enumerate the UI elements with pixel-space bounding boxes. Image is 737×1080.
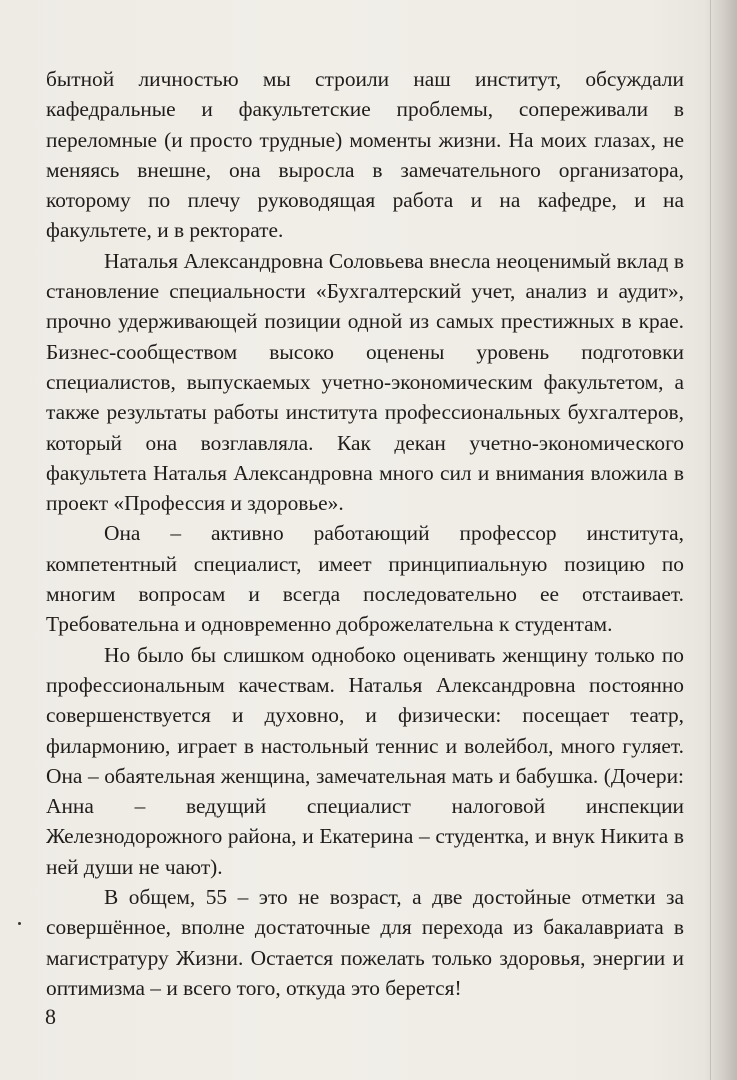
page-number: 8 [45, 1004, 56, 1029]
paragraph-5: В общем, 55 – это не возраст, а две достойные отметки за совершённое, вполне достаточные для перехода из бакалавриата в магистратуру Жизни. Остается пожелать только здоровья, энергии и оптимизма – и всего того, откуда это берется! [46, 885, 684, 1000]
page-edge-shadow [705, 0, 737, 1080]
paragraph-1: бытной личностью мы строили наш институт, обсуждали кафедральные и факультетские проблемы, сопереживали в переломные (и просто трудные) моменты жизни. На моих глазах, не меняясь внешне, она выросла в замечательного организатора, которому по плечу руководящая работа и на кафедре, и на факультете, и в ректорате. [46, 67, 684, 243]
body-text [46, 64, 684, 1003]
paragraph-4: Но было бы слишком однобоко оценивать женщину только по профессиональным качествам. Наталья Александровна постоянно совершенствуется и духовно, и физически: посещает театр, филармонию, играет в настольный теннис и волейбол, много гуляет. Она – обаятельная женщина, замечательная мать и бабушка. (Дочери: Анна – ведущий специалист налоговой инспекции Железнодорожного района, и Екатерина – студентка, и внук Никита в ней души не чают). [46, 642, 684, 879]
paragraph-2: Наталья Александровна Соловьева внесла неоценимый вклад в становление специальности «Бухгалтерский учет, анализ и аудит», прочно удерживающей позиции одной из самых престижных в крае. Бизнес-сообществом высоко оценены уровень подготовки специалистов, выпускаемых учетно-экономическим факультетом, а также результаты работы института профессиональных бухгалтеров, который она возглавляла. Как декан учетно-экономического факультета Наталья Александровна много сил и внимания вложила в проект «Профессия и здоровье». [46, 248, 684, 516]
print-speck [18, 922, 21, 925]
paragraph-3: Она – активно работающий профессор института, компетентный специалист, имеет принципиальную позицию по многим вопросам и всегда последовательно ее отстаивает. Требовательна и одновременно доброжелательна к студентам. [46, 521, 684, 637]
